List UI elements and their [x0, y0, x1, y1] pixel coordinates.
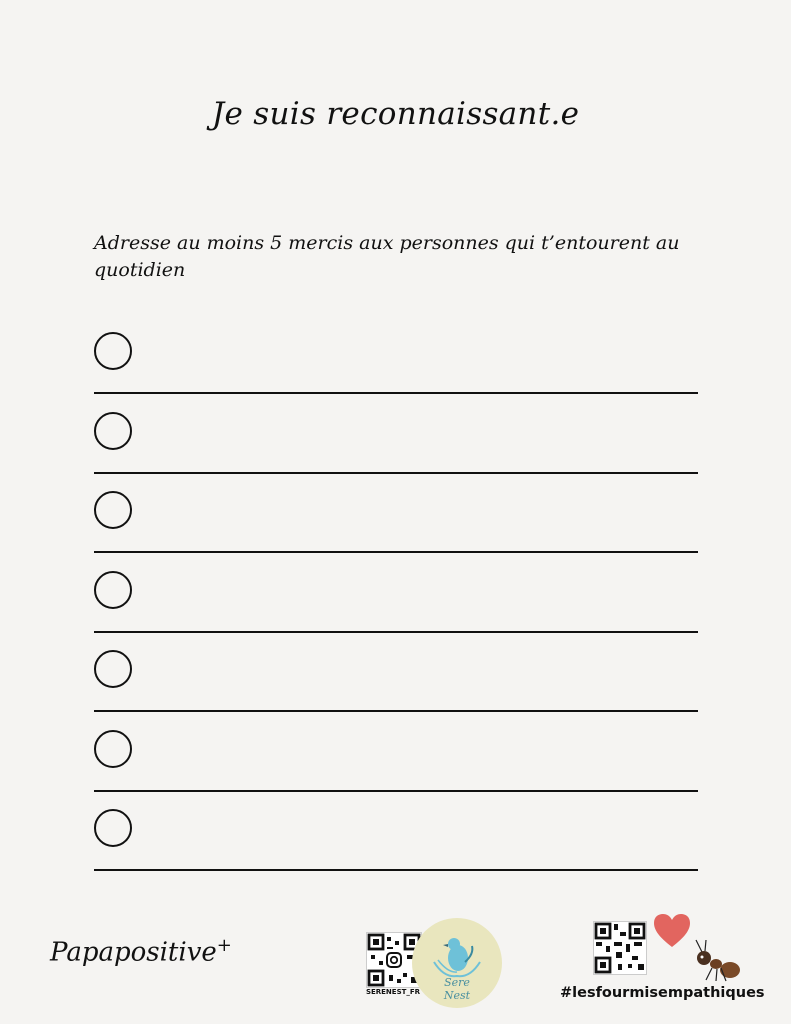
page-title: Je suis reconnaissant.e	[211, 96, 580, 132]
write-line[interactable]	[94, 392, 698, 394]
hashtag-text: #lesfourmisempathiques	[560, 985, 765, 1001]
checkbox-circle-icon[interactable]	[94, 571, 132, 609]
ant-icon	[692, 938, 742, 984]
papapositive-logo	[50, 935, 232, 968]
checklist-row	[94, 809, 698, 889]
checklist-row	[94, 412, 698, 492]
checkbox-circle-icon[interactable]	[94, 730, 132, 768]
checklist-row	[94, 491, 698, 571]
checklist-row	[94, 571, 698, 651]
write-line[interactable]	[94, 631, 698, 633]
heart-icon	[653, 913, 691, 949]
serenest-logo-text: Sere Nest	[443, 976, 471, 1002]
checkbox-circle-icon[interactable]	[94, 650, 132, 688]
write-line[interactable]	[94, 790, 698, 792]
checkbox-circle-icon[interactable]	[94, 809, 132, 847]
checklist-row	[94, 730, 698, 810]
write-line[interactable]	[94, 710, 698, 712]
write-line[interactable]	[94, 551, 698, 553]
checkbox-circle-icon[interactable]	[94, 491, 132, 529]
checkbox-circle-icon[interactable]	[94, 412, 132, 450]
checklist	[94, 332, 698, 889]
instagram-handle: SERENEST_FR	[365, 988, 421, 996]
instruction-text: Adresse au moins 5 mercis aux personnes qui t’entourent au quotidien	[94, 232, 680, 281]
write-line[interactable]	[94, 472, 698, 474]
checkbox-circle-icon[interactable]	[94, 332, 132, 370]
write-line[interactable]	[94, 869, 698, 871]
brand-mark: +	[216, 935, 232, 956]
checklist-row	[94, 650, 698, 730]
brand-name: Papapositive	[50, 937, 217, 968]
hashtag-qr-code[interactable]	[593, 921, 647, 975]
checklist-row	[94, 332, 698, 412]
